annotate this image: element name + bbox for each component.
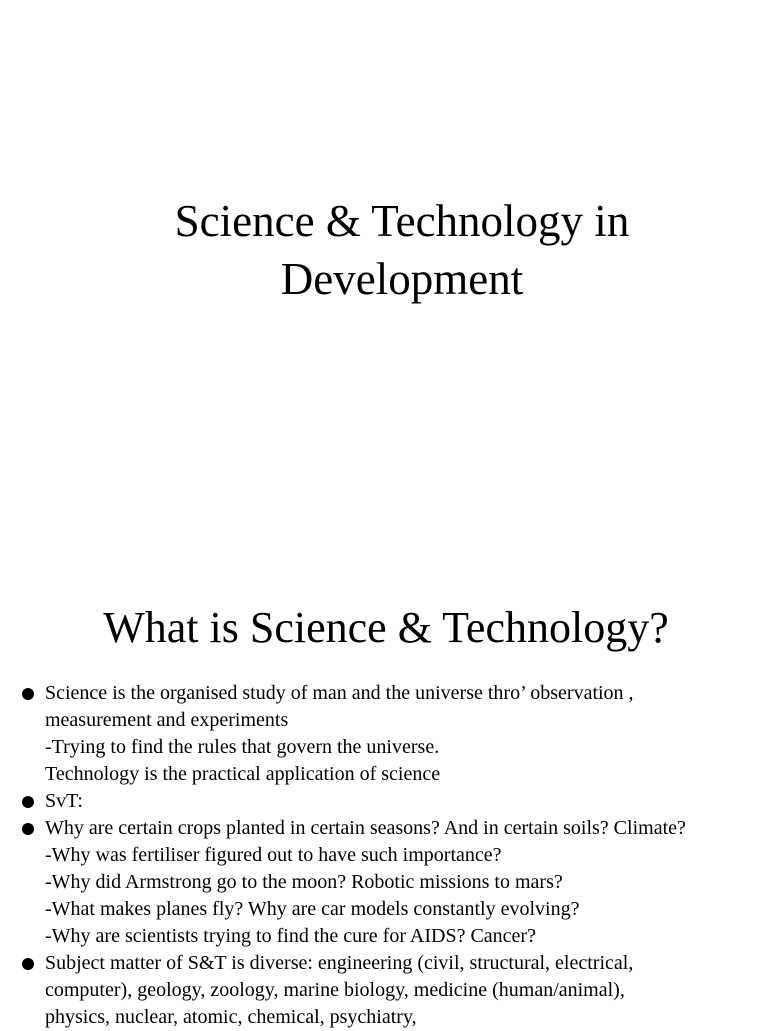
bullet-item xyxy=(0,950,768,1031)
bullet-list xyxy=(0,680,768,1031)
bullet-item xyxy=(0,815,768,950)
slide-title-line: Science & Technology in xyxy=(174,196,630,246)
bullet-line: Subject matter of S&T is diverse: engineering (civil, structural, electrical, xyxy=(45,952,634,974)
bullet-dot-icon xyxy=(22,796,34,808)
bullet-line: -Why was fertiliser figured out to have such importance? xyxy=(45,844,502,866)
bullet-item xyxy=(0,680,768,788)
bullet-line: -Why are scientists trying to find the cure for AIDS? Cancer? xyxy=(45,925,536,947)
bullet-dot-icon xyxy=(22,958,34,970)
bullet-line: -Trying to find the rules that govern the universe. xyxy=(45,736,440,758)
bullet-line: physics, nuclear, atomic, chemical, psychiatry, xyxy=(45,1006,417,1028)
bullet-item xyxy=(0,788,768,815)
bullet-line: SvT: xyxy=(45,790,83,812)
bullet-dot-icon xyxy=(22,688,34,700)
bullet-line: Technology is the practical application of science xyxy=(45,763,441,785)
slide-title xyxy=(0,192,768,308)
bullet-line: Why are certain crops planted in certain seasons? And in certain soils? Climate? xyxy=(45,817,686,839)
bullet-line: measurement and experiments xyxy=(45,709,289,731)
bullet-line: -What makes planes fly? Why are car models constantly evolving? xyxy=(45,898,580,920)
bullet-line: computer), geology, zoology, marine biology, medicine (human/animal), xyxy=(45,979,625,1001)
bullet-dot-icon xyxy=(22,823,34,835)
slide-heading: What is Science & Technology? xyxy=(103,603,669,652)
bullet-line: Science is the organised study of man and the universe thro’ observation , xyxy=(45,682,634,704)
bullet-line: -Why did Armstrong go to the moon? Robotic missions to mars? xyxy=(45,871,563,893)
content-slide xyxy=(0,576,768,1028)
slide-title-line: Development xyxy=(280,254,524,304)
